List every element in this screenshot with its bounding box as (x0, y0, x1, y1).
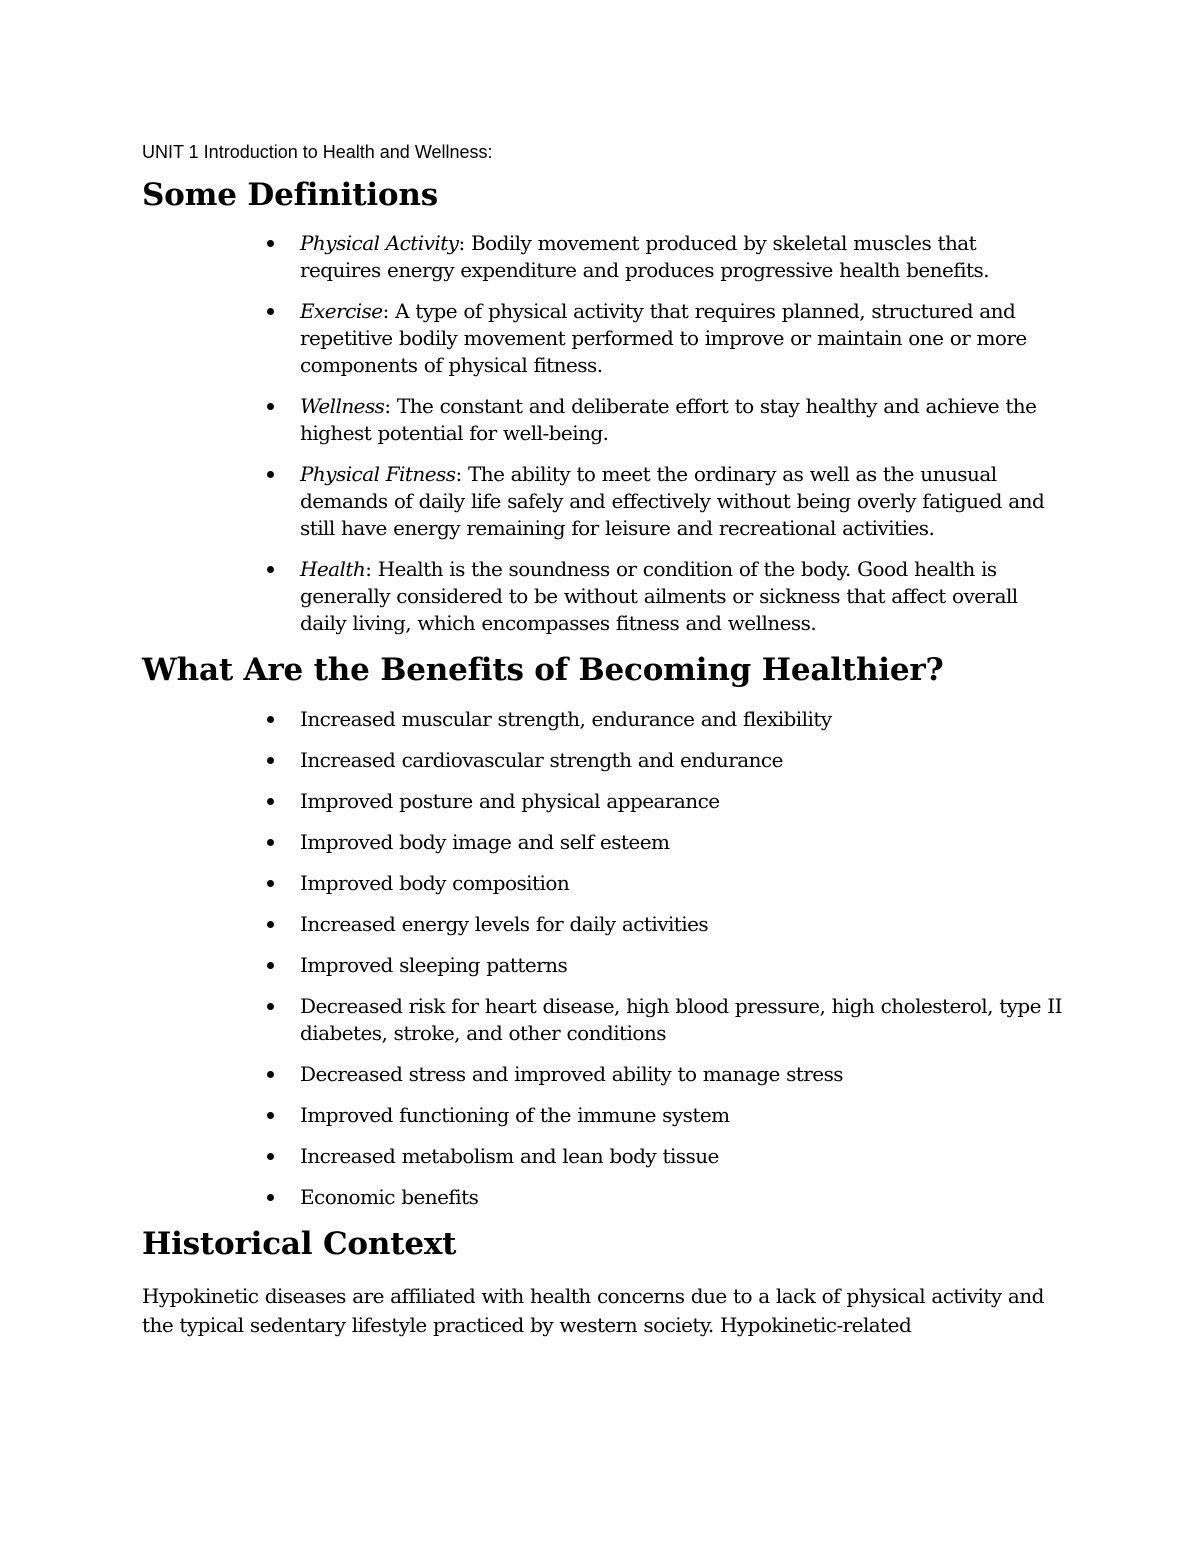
bullet-icon (267, 1071, 274, 1078)
benefit-item (142, 706, 1062, 733)
bullet-icon (267, 240, 274, 247)
benefit-text: Decreased risk for heart disease, high blood pressure, high cholesterol, type II diabetes, stroke, and other conditions (300, 994, 1062, 1045)
benefit-item (142, 870, 1062, 897)
benefits-heading: What Are the Benefits of Becoming Healthier? (142, 652, 944, 688)
benefit-text: Increased cardiovascular strength and endurance (300, 748, 783, 772)
definition-text: Bodily movement produced by skeletal muscles that requires energy expenditure and produces progressive health benefits. (300, 231, 989, 282)
bullet-icon (267, 921, 274, 928)
bullet-icon (267, 1194, 274, 1201)
history-paragraph: Hypokinetic diseases are affiliated with health concerns due to a lack of physical activity and the typical sedentary lifestyle practiced by western society. Hypokinetic-related (142, 1284, 1044, 1337)
bullet-icon (267, 471, 274, 478)
definitions-list (142, 230, 1062, 637)
benefit-text: Improved body image and self esteem (300, 830, 670, 854)
bullet-icon (267, 566, 274, 573)
definition-item-physical-fitness (142, 461, 1062, 542)
benefit-item (142, 788, 1062, 815)
bullet-icon (267, 1153, 274, 1160)
benefit-text: Decreased stress and improved ability to manage stress (300, 1062, 844, 1086)
benefit-item (142, 952, 1062, 979)
document-page (142, 140, 1062, 1340)
definition-separator: : (455, 462, 462, 486)
benefit-text: Increased energy levels for daily activities (300, 912, 709, 936)
bullet-icon (267, 716, 274, 723)
definition-separator: : (384, 394, 391, 418)
benefit-text: Increased muscular strength, endurance and flexibility (300, 707, 832, 731)
definition-text: Health is the soundness or condition of the body. Good health is generally considered to be without ailments or sickness that affect overall daily living, which encompasses fitness and wellness. (300, 557, 1018, 635)
definition-text: A type of physical activity that requires planned, structured and repetitive bodily movement performed to improve or maintain one or more components of physical fitness. (300, 299, 1027, 377)
benefit-item (142, 1184, 1062, 1211)
bullet-icon (267, 798, 274, 805)
definition-item-physical-activity (142, 230, 1062, 284)
benefit-text: Improved body composition (300, 871, 570, 895)
definition-separator: : (365, 557, 372, 581)
bullet-icon (267, 839, 274, 846)
benefits-list (142, 706, 1062, 1211)
definition-term: Wellness (300, 394, 385, 418)
definition-term: Physical Activity (300, 231, 459, 255)
benefit-text: Improved sleeping patterns (300, 953, 568, 977)
definition-term: Health (300, 557, 366, 581)
benefit-item (142, 747, 1062, 774)
bullet-icon (267, 757, 274, 764)
definition-item-wellness (142, 393, 1062, 447)
definition-text: The constant and deliberate effort to stay healthy and achieve the highest potential for well-being. (300, 394, 1037, 445)
benefit-text: Increased metabolism and lean body tissue (300, 1144, 719, 1168)
benefit-text: Economic benefits (300, 1185, 479, 1209)
benefit-item (142, 993, 1062, 1047)
benefit-text: Improved posture and physical appearance (300, 789, 720, 813)
definition-term: Exercise (300, 299, 383, 323)
benefit-item (142, 1061, 1062, 1088)
definition-text: The ability to meet the ordinary as well as the unusual demands of daily life safely and effectively without being overly fatigued and still have energy remaining for leisure and recreational activities. (300, 462, 1045, 540)
unit-title: UNIT 1 Introduction to Health and Wellness: (142, 142, 493, 162)
benefit-text: Improved functioning of the immune system (300, 1103, 730, 1127)
benefit-item (142, 1102, 1062, 1129)
definition-item-exercise (142, 298, 1062, 379)
definition-separator: : (382, 299, 389, 323)
bullet-icon (267, 880, 274, 887)
bullet-icon (267, 1112, 274, 1119)
definition-term: Physical Fitness (300, 462, 456, 486)
bullet-icon (267, 308, 274, 315)
bullet-icon (267, 962, 274, 969)
definitions-heading: Some Definitions (142, 177, 438, 213)
bullet-icon (267, 403, 274, 410)
benefit-item (142, 911, 1062, 938)
definition-item-health (142, 556, 1062, 637)
definition-separator: : (458, 231, 465, 255)
benefit-item (142, 829, 1062, 856)
history-heading: Historical Context (142, 1226, 457, 1262)
benefit-item (142, 1143, 1062, 1170)
bullet-icon (267, 1003, 274, 1010)
